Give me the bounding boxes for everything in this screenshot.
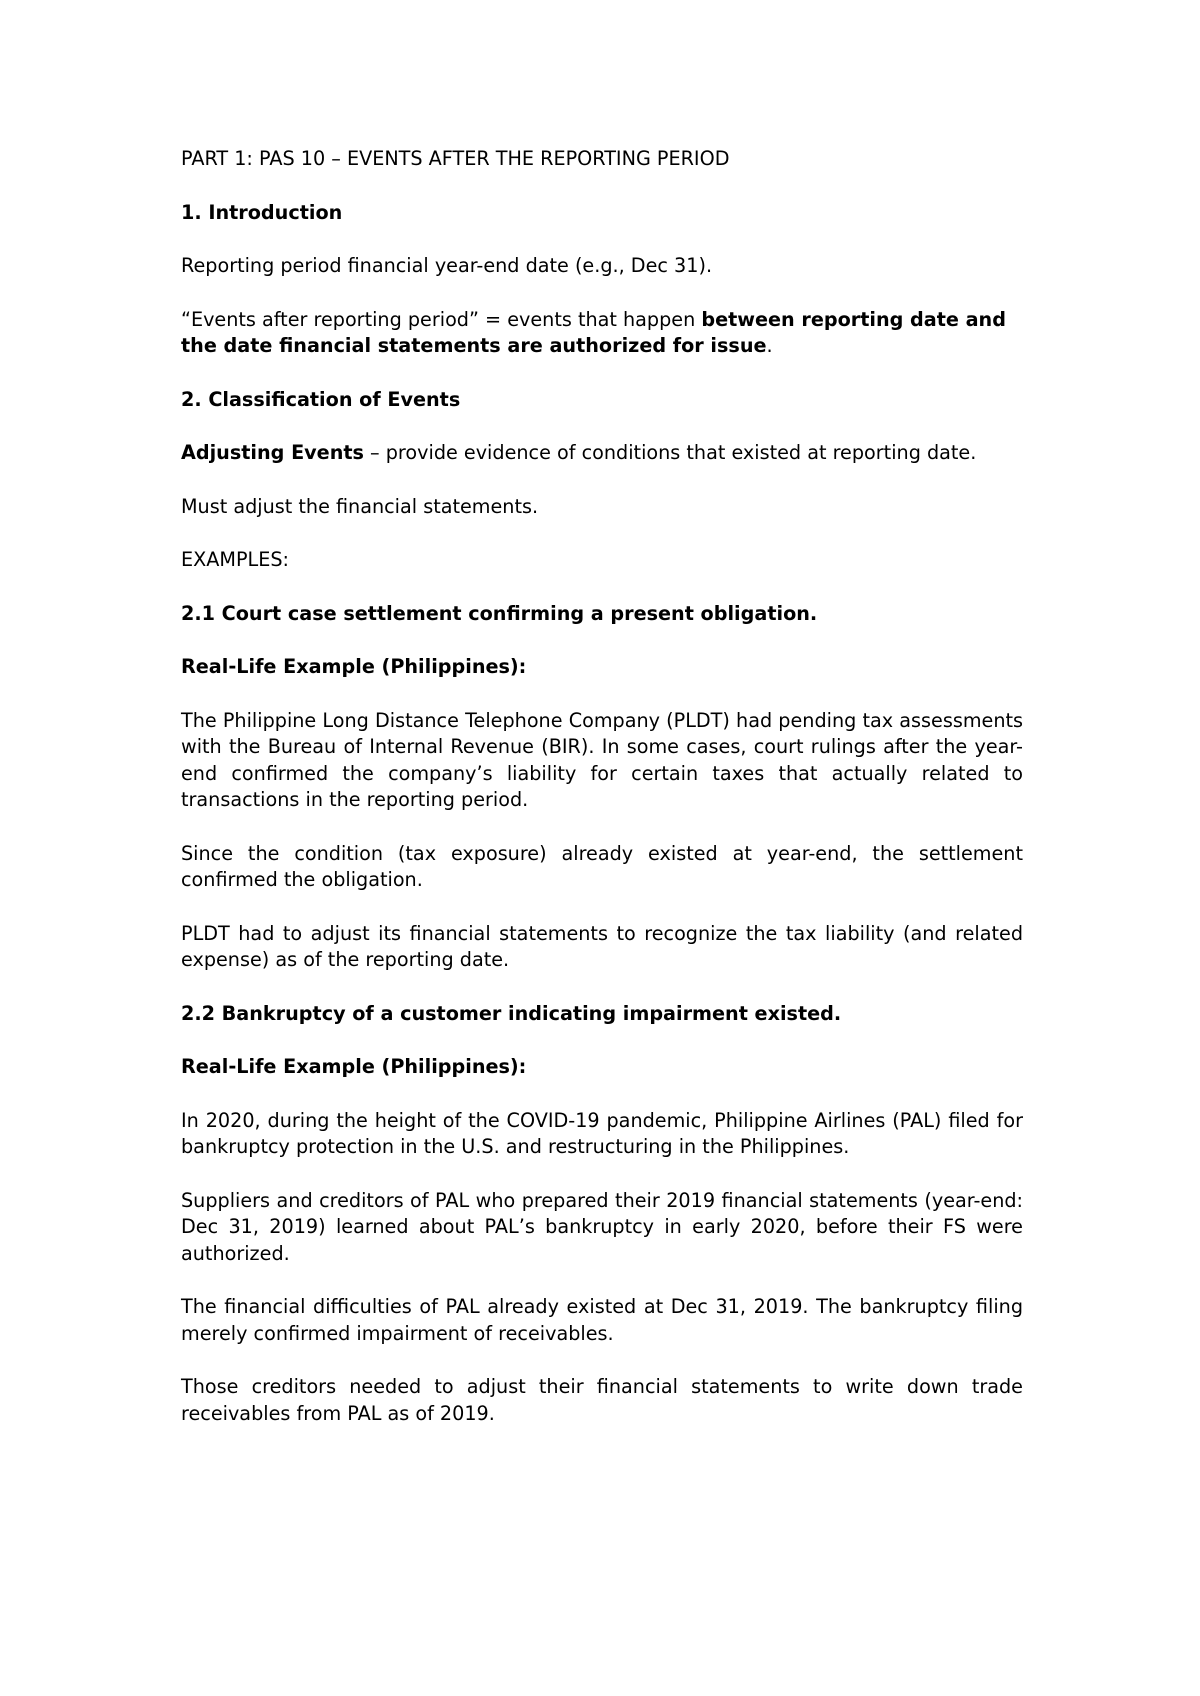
- paragraph-financial-difficulties: The financial difficulties of PAL already existed at Dec 31, 2019. The bankruptcy filing merely confirmed impairment of receivables.: [181, 1295, 1023, 1345]
- section-heading-classification: 2. Classification of Events: [181, 387, 461, 411]
- paragraph-pldt-adjust: PLDT had to adjust its financial statements to recognize the tax liability (and related expense) as of the reporting date.: [181, 921, 1023, 971]
- paragraph-must-adjust: Must adjust the financial statements.: [181, 494, 539, 518]
- example-heading-court-case: 2.1 Court case settlement confirming a present obligation.: [181, 601, 818, 625]
- paragraph-reporting-period: Reporting period financial year-end date (e.g., Dec 31).: [181, 254, 713, 277]
- real-life-heading-2: Real-Life Example (Philippines):: [181, 1055, 527, 1078]
- adjusting-events-term: Adjusting Events: [181, 441, 364, 464]
- example-heading-bankruptcy: 2.2 Bankruptcy of a customer indicating impairment existed.: [181, 1001, 842, 1025]
- section-heading-introduction: 1. Introduction: [181, 200, 343, 224]
- paragraph-pal-bankruptcy: In 2020, during the height of the COVID-19 pandemic, Philippine Airlines (PAL) filed for bankruptcy protection in the U.S. and restructuring in the Philippines.: [181, 1108, 1023, 1158]
- paragraph-suppliers-creditors: Suppliers and creditors of PAL who prepared their 2019 financial statements (year-end: Dec 31, 2019) learned about PAL’s bankruptcy in early 2020, before their FS were authorized.: [181, 1188, 1023, 1265]
- adjusting-events-definition: – provide evidence of conditions that existed at reporting date.: [363, 441, 977, 464]
- paragraph-creditors-adjust: Those creditors needed to adjust their financial statements to write down trade receivables from PAL as of 2019.: [181, 1375, 1023, 1425]
- events-definition-bold: between reporting date and the date financial statements are authorized for issue: [181, 307, 1006, 357]
- paragraph-adjusting-events: [181, 440, 1023, 467]
- events-definition-end: .: [766, 334, 773, 357]
- real-life-heading-1: Real-Life Example (Philippines):: [181, 655, 527, 678]
- document-page: [181, 146, 1023, 1454]
- examples-label: EXAMPLES:: [181, 548, 289, 571]
- events-definition-text: “Events after reporting period” = events that happen: [181, 307, 702, 331]
- paragraph-pldt-tax: The Philippine Long Distance Telephone Company (PLDT) had pending tax assessments with the Bureau of Internal Revenue (BIR). In some cases, court rulings after the year-end confirmed the company’s liability for certain taxes that actually related to transactions in the reporting period.: [181, 708, 1023, 811]
- paragraph-events-definition: [181, 307, 1023, 360]
- paragraph-condition-existed: Since the condition (tax exposure) already existed at year-end, the settlement confirmed the obligation.: [181, 841, 1023, 891]
- document-title: PART 1: PAS 10 – EVENTS AFTER THE REPORTING PERIOD: [181, 147, 730, 170]
